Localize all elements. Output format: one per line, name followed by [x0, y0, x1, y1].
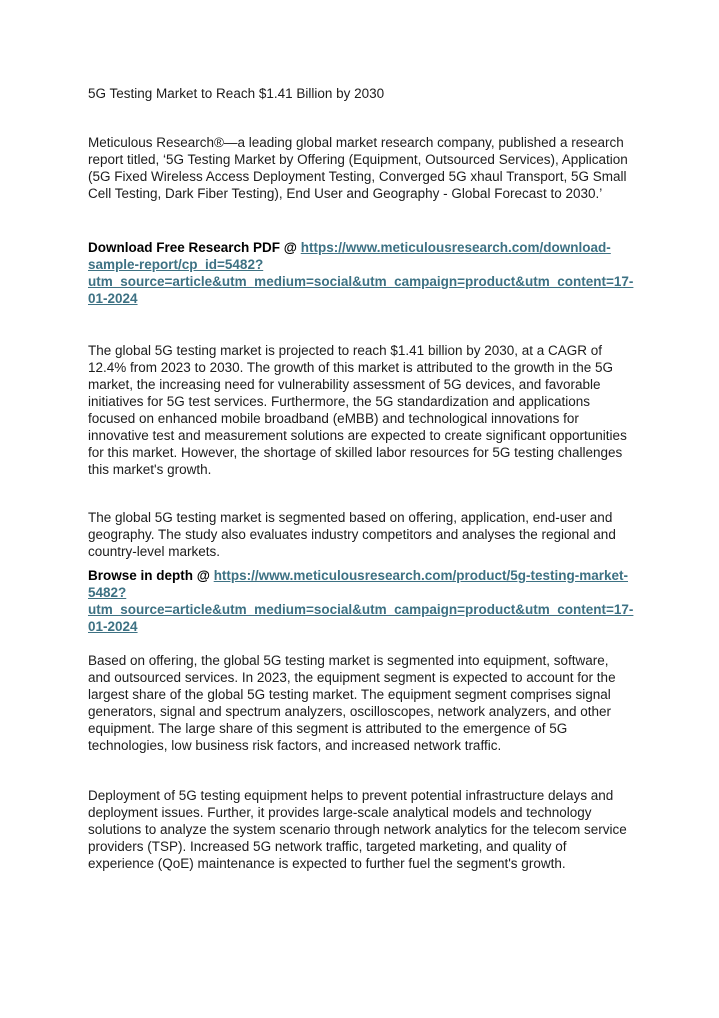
paragraph-deployment: Deployment of 5G testing equipment helps to prevent potential infrastructure delays and deployment issues. Further, it provides large-scale analytical models and technology solutions to analyze the system scenario through network analytics for the telecom service providers (TSP). Increased 5G network traffic, targeted marketing, and quality of experience (QoE) maintenance is expected to further fuel the segment's growth. [88, 788, 627, 871]
download-pdf-line [88, 239, 634, 307]
download-pdf-label: Download Free Research PDF @ [88, 240, 297, 255]
document-title: 5G Testing Market to Reach $1.41 Billion by 2030 [88, 86, 385, 101]
paragraph-report-intro: Meticulous Research®—a leading global market research company, published a research report titled, ‘5G Testing Market by Offering (Equipment, Outsourced Services), Application (5G Fixed Wireless Access Deployment Testing, Converged 5G xhaul Transport, 5G Small Cell Testing, Dark Fiber Testing), End User and Geography - Global Forecast to 2030.’ [88, 135, 628, 201]
paragraph-market-projection: The global 5G testing market is projected to reach $1.41 billion by 2030, at a CAGR of 12.4% from 2023 to 2030. The growth of this market is attributed to the growth in the 5G market, the increasing need for vulnerability assessment of 5G devices, and favorable initiatives for 5G test services. Furthermore, the 5G standardization and applications focused on enhanced mobile broadband (eMBB) and technological innovations for innovative test and measurement solutions are expected to create significant opportunities for this market. However, the shortage of skilled labor resources for 5G testing challenges this market's growth. [88, 343, 627, 477]
browse-in-depth-label: Browse in depth @ [88, 568, 210, 583]
paragraph-offering-segment: Based on offering, the global 5G testing market is segmented into equipment, software, and outsourced services. In 2023, the equipment segment is expected to account for the largest share of the global 5G testing market. The equipment segment comprises signal generators, signal and spectrum analyzers, oscilloscopes, network analyzers, and other equipment. The large share of this segment is attributed to the emergence of 5G technologies, low business risk factors, and increased network traffic. [88, 653, 616, 753]
paragraph-segmentation: The global 5G testing market is segmented based on offering, application, end-user and geography. The study also evaluates industry competitors and analyses the regional and country-level markets. [88, 510, 616, 559]
download-pdf-link[interactable]: https://www.meticulousresearch.com/download-sample-report/cp_id=5482?utm_source=article&utm_medium=social&utm_campaign=product&utm_content=17-01-2024 [88, 240, 634, 306]
browse-in-depth-line [88, 567, 634, 635]
browse-in-depth-link[interactable]: https://www.meticulousresearch.com/product/5g-testing-market-5482?utm_source=article&utm_medium=social&utm_campaign=product&utm_content=17-01-2024 [88, 568, 634, 634]
